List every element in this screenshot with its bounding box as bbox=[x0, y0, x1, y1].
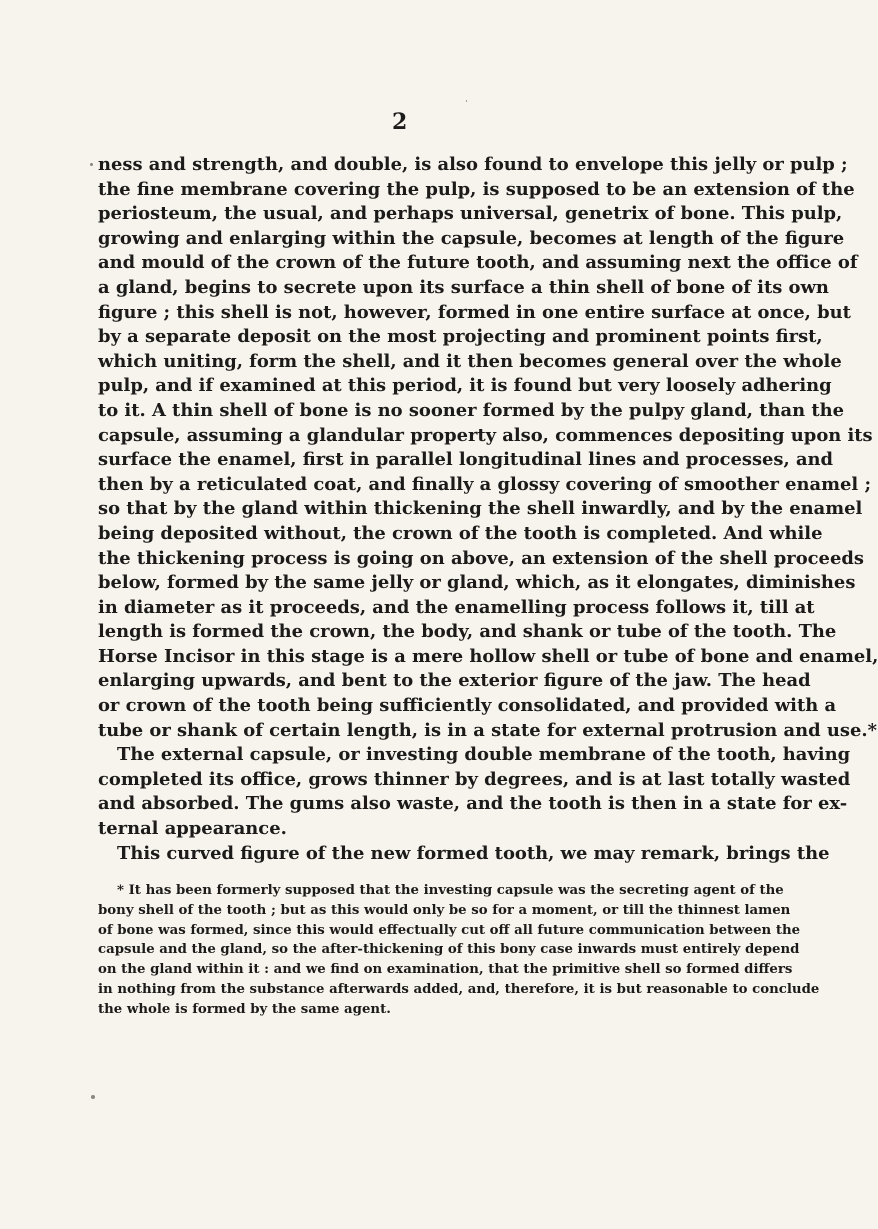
paragraph-start-line: The external capsule, or investing double membrane of the tooth, having bbox=[117, 744, 851, 766]
text-line: ness and strength, and double, is also found to envelope this jelly or pulp ; bbox=[98, 154, 848, 175]
text-line: surface the enamel, first in parallel longitudinal lines and processes, and bbox=[98, 449, 834, 471]
footnote-line: bony shell of the tooth ; but as this would only be so for a moment, or till the thinnest lamen bbox=[98, 902, 791, 918]
footnote-line: capsule and the gland, so the after-thickening of this bony case inwards must entirely depend bbox=[98, 942, 800, 958]
text-line: tube or shank of certain length, is in a state for external protrusion and use.* bbox=[98, 719, 877, 741]
text-line: length is formed the crown, the body, and shank or tube of the tooth. The bbox=[98, 621, 837, 643]
text-line: which uniting, form the shell, and it then becomes general over the whole bbox=[98, 350, 842, 372]
text-line: growing and enlarging within the capsule, becomes at length of the figure bbox=[98, 227, 845, 249]
text-line: periosteum, the usual, and perhaps universal, genetrix of bone. This pulp, bbox=[98, 203, 843, 225]
text-line: or crown of the tooth being sufficiently consolidated, and provided with a bbox=[98, 695, 837, 717]
footnote-line: on the gland within it : and we find on examination, that the primitive shell so formed differs bbox=[98, 962, 793, 978]
text-line: so that by the gland within thickening the shell inwardly, and by the enamel bbox=[98, 498, 863, 520]
footnote-line: the whole is formed by the same agent. bbox=[98, 1001, 391, 1017]
text-line: the thickening process is going on above, an extension of the shell proceeds bbox=[98, 547, 864, 569]
page-number: 2 bbox=[392, 109, 408, 135]
text-line: then by a reticulated coat, and finally a glossy covering of smoother enamel ; bbox=[98, 473, 872, 495]
footnote-line: in nothing from the substance afterwards added, and, therefore, it is but reasonable to conclude bbox=[98, 981, 820, 997]
text-line: to it. A thin shell of bone is no sooner formed by the pulpy gland, than the bbox=[98, 399, 844, 421]
text-line: Horse Incisor in this stage is a mere hollow shell or tube of bone and enamel, bbox=[98, 645, 878, 667]
text-line: by a separate deposit on the most projecting and prominent points first, bbox=[98, 326, 823, 348]
footnote bbox=[98, 881, 820, 1020]
text-line: pulp, and if examined at this period, it is found but very loosely adhering bbox=[98, 375, 832, 397]
paper-speck bbox=[466, 100, 467, 102]
main-text bbox=[98, 153, 878, 866]
paragraph-start-line: This curved figure of the new formed tooth, we may remark, brings the bbox=[117, 842, 830, 864]
footnote-line: * It has been formerly supposed that the investing capsule was the secreting agent of the bbox=[117, 883, 784, 898]
paper-speck bbox=[90, 163, 93, 166]
text-line: figure ; this shell is not, however, formed in one entire surface at once, but bbox=[98, 301, 851, 323]
paper-speck bbox=[91, 1095, 95, 1099]
text-line: in diameter as it proceeds, and the enamelling process follows it, till at bbox=[98, 596, 815, 618]
text-line: a gland, begins to secrete upon its surface a thin shell of bone of its own bbox=[98, 276, 829, 298]
text-line: the fine membrane covering the pulp, is supposed to be an extension of the bbox=[98, 178, 855, 200]
text-line: completed its office, grows thinner by degrees, and is at last totally wasted bbox=[98, 768, 851, 790]
text-line: and mould of the crown of the future tooth, and assuming next the office of bbox=[98, 252, 858, 274]
text-line: and absorbed. The gums also waste, and the tooth is then in a state for ex- bbox=[98, 793, 848, 815]
text-line: below, formed by the same jelly or gland, which, as it elongates, diminishes bbox=[98, 572, 856, 594]
text-line: being deposited without, the crown of the tooth is completed. And while bbox=[98, 522, 823, 544]
footnote-line: of bone was formed, since this would effectually cut off all future communication between the bbox=[98, 922, 801, 938]
text-line: enlarging upwards, and bent to the exterior figure of the jaw. The head bbox=[98, 670, 811, 692]
text-line: capsule, assuming a glandular property also, commences depositing upon its bbox=[98, 424, 873, 446]
paragraph-end-line: ternal appearance. bbox=[98, 818, 287, 840]
